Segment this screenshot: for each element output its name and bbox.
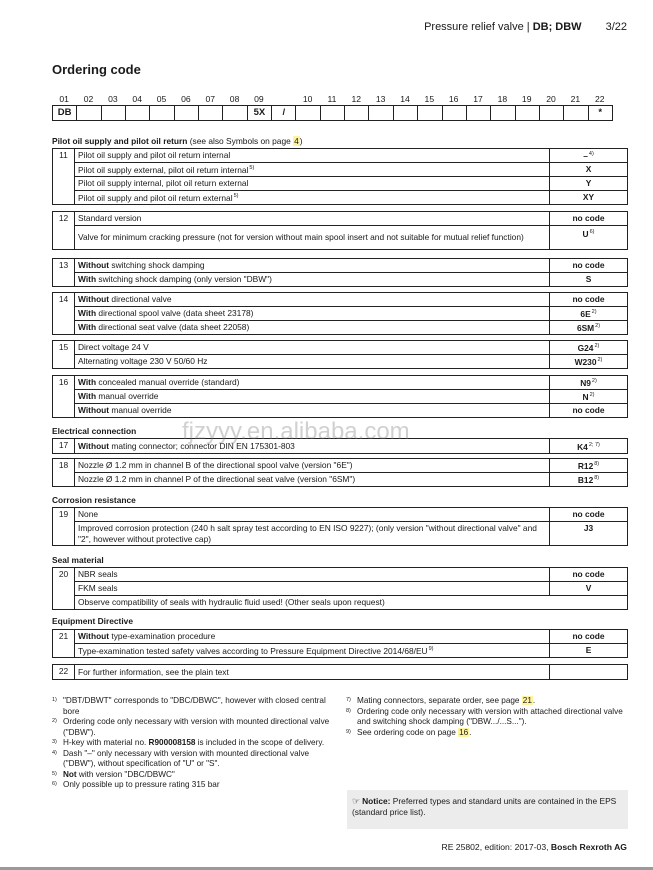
option-code: no code [550,508,628,522]
option-description: Nozzle Ø 1.2 mm in channel B of the directional spool valve (version "6E") [75,459,550,473]
table-row [53,404,628,418]
table-row [53,355,628,369]
position-label: 02 [83,94,94,104]
page-link[interactable]: 4 [294,136,299,146]
position-label: 03 [108,94,118,104]
doc-models: DB; DBW [532,21,582,33]
option-table-14 [52,292,628,335]
position-label: 10 [302,94,313,104]
option-table-16 [52,375,628,418]
table-row [53,149,628,163]
document-footer [441,842,627,852]
position-label: 09 [254,94,264,104]
option-code: no code [550,259,628,273]
footnotes-right [346,696,631,738]
position-label: 18 [497,94,508,104]
code-cell [466,106,490,120]
position-label: 04 [132,94,142,104]
row-number: 16 [53,376,75,418]
option-code: N9$^{2)}$ [550,376,628,390]
option-code [550,665,628,680]
option-code: $U^{6)}$ [550,226,628,250]
option-code: no code [550,630,628,644]
option-description: Nozzle Ø 1.2 mm in channel P of the directional seat valve (version "6SM") [75,473,550,487]
option-code: E [550,644,628,658]
code-cell [393,106,417,120]
code-cell [149,106,173,120]
position-label: 01 [59,94,69,104]
option-description: Type-examination tested safety valves according to Pressure Equipment Directive 2014/68/EU$^{9)}$ [75,644,550,658]
position-label: 20 [546,94,556,104]
position-label: 05 [156,94,167,104]
option-code: S [550,273,628,287]
code-cell: DB [57,107,72,118]
option-description: Pilot oil supply and pilot oil return external$^{5)}$ [75,191,550,205]
table-row [53,644,628,658]
table-row [53,226,628,250]
watermark: fjzyyy.en.alibaba.com [182,418,410,445]
code-cell [344,106,368,120]
row-number: 12 [53,212,75,250]
option-description: Without mating connector; connector DIN EN 175301-803 [75,439,550,454]
section-label-normal: (see also Symbols on page [187,136,294,146]
option-code: J3 [550,522,628,546]
option-code: no code [550,404,628,418]
option-code: R12$^{8)}$ [550,459,628,473]
option-table-12 [52,211,628,250]
row-number: 19 [53,508,75,546]
table-row [53,259,628,273]
row-number: 11 [53,149,75,205]
page-number: 3/22 [605,21,627,33]
option-code: G24$^{2)}$ [550,341,628,355]
code-cell [442,106,466,120]
option-code: W230$^{2)}$ [550,355,628,369]
ordering-code-box [52,105,613,121]
table-row [53,568,628,582]
position-label [271,94,295,104]
doc-title: Pressure relief valve | [424,21,533,33]
footnote: 7) Mating connectors, separate order, see page 21. [346,696,536,705]
footnote: 6) Only possible up to pressure rating 315 bar [52,780,220,789]
row-number: 20 [53,568,75,610]
code-cell-separator: / [271,106,295,120]
option-table-21 [52,629,628,658]
footnote: 2) Ordering code only necessary with version with mounted directional valve ("DBW"). [52,717,330,737]
row-number: 13 [53,259,75,287]
notice-text: Preferred types and standard units are contained in the EPS (standard price list). [352,796,617,817]
footnote: 3) H-key with material no. R900008158 is included in the scope of delivery. [52,738,325,747]
document-header [424,21,627,33]
table-row [53,177,628,191]
option-code: no code [550,212,628,226]
option-description: Without directional valve [75,293,550,307]
option-description: Direct voltage 24 V [75,341,550,355]
table-row [53,321,628,335]
doc-reference: RE 25802, edition: 2017-03, [441,842,551,852]
code-cell [295,106,319,120]
company-name: Bosch Rexroth AG [550,842,627,852]
footnote: 8) Ordering code only necessary with version with attached directional valve and switching shock damping ("DBW.../...S..."). [346,706,623,726]
position-label: 17 [473,94,483,104]
option-description: Alternating voltage 230 V 50/60 Hz [75,355,550,369]
table-row [53,293,628,307]
pointing-hand-icon: ☞ [352,796,361,806]
option-code: $6E^{2)}$ [550,307,628,321]
option-table-20 [52,567,628,610]
code-cell [515,106,539,120]
option-table-15 [52,340,628,369]
section-label-pilot-oil [52,136,303,146]
option-description: With switching shock damping (only version "DBW") [75,273,550,287]
option-description: Pilot oil supply and pilot oil return internal [75,149,550,163]
page-title: Ordering code [52,62,141,77]
option-description: With directional seat valve (data sheet 22058) [75,321,550,335]
position-label: 08 [229,94,240,104]
code-cell [76,106,100,120]
code-cell [320,106,344,120]
option-code: no code [550,293,628,307]
row-number: 14 [53,293,75,335]
position-label: 07 [205,94,216,104]
option-table-11 [52,148,628,205]
table-row [53,163,628,177]
table-row [53,390,628,404]
table-row [53,273,628,287]
code-cell [174,106,198,120]
code-cell [101,106,125,120]
code-cell [539,106,563,120]
option-description: With concealed manual override (standard) [75,376,550,390]
option-note: Observe compatibility of seals with hydraulic fluid used! (Other seals upon request) [75,596,628,610]
code-cell [198,106,222,120]
option-description: Without type-examination procedure [75,630,550,644]
code-cell [222,106,246,120]
section-label-bold: Pilot oil supply and pilot oil return [52,136,188,146]
section-label-electrical: Electrical connection [52,426,137,436]
position-label: 21 [570,94,581,104]
option-description: Without switching shock damping [75,259,550,273]
position-label: 06 [181,94,191,104]
table-row [53,508,628,522]
row-number: 21 [53,630,75,658]
table-row [53,582,628,596]
option-code: –$^{4)}$ [550,149,628,163]
option-code: V [550,582,628,596]
option-code: K4$^{2; 7)}$ [550,439,628,454]
option-description: Standard version [75,212,550,226]
footnote: 9) See ordering code on page 16. [346,727,472,737]
table-row [53,459,628,473]
section-label-equipment: Equipment Directive [52,616,133,626]
position-label: 11 [327,94,337,104]
option-code: $N^{2)}$ [550,390,628,404]
code-cell [368,106,392,120]
option-description: FKM seals [75,582,550,596]
table-row [53,665,628,680]
table-row [53,376,628,390]
option-code: X [550,163,628,177]
footnote: 5) Not with version "DBC/DBWC" [52,769,175,779]
footnotes-left [52,696,337,791]
option-description: Without manual override [75,404,550,418]
table-row [53,630,628,644]
option-description: Improved corrosion protection (240 h salt spray test according to EN ISO 9227); (only version "without directional valve" and "2", however without protective cap) [75,522,550,546]
notice-box [347,790,628,829]
code-position-numbers [52,94,612,104]
notice-label: Notice: [362,796,391,806]
code-cell: * [588,106,612,120]
code-cell [563,106,587,120]
table-row [53,212,628,226]
table-row [53,307,628,321]
option-description: NBR seals [75,568,550,582]
table-row [53,341,628,355]
option-table-18 [52,458,628,487]
row-number: 18 [53,459,75,487]
table-row [53,522,628,546]
position-label: 13 [375,94,386,104]
code-cell [490,106,514,120]
option-description: For further information, see the plain text [75,665,550,680]
option-code: no code [550,568,628,582]
option-description: Valve for minimum cracking pressure (not for version without main spool insert and not suitable for mutual relief function) [75,226,550,250]
position-label: 15 [424,94,435,104]
table-row [53,191,628,205]
option-code: B12$^{8)}$ [550,473,628,487]
option-table-13 [52,258,628,287]
option-description: With manual override [75,390,550,404]
page-link[interactable]: 16 [459,727,469,737]
option-code: 6SM$^{2)}$ [550,321,628,335]
code-cell [125,106,149,120]
option-description: With directional spool valve (data sheet 23178) [75,307,550,321]
section-label-close: ) [299,136,303,146]
position-label: 22 [594,94,605,104]
section-label-seal: Seal material [52,555,104,565]
row-number: 15 [53,341,75,369]
table-row [53,473,628,487]
page-link[interactable]: 21 [522,696,532,705]
footnote: 1) "DBT/DBWT" corresponds to "DBC/DBWC", however with closed central bore [52,696,326,716]
code-cell: 5X [247,106,271,120]
position-label: 19 [521,94,532,104]
option-code: Y [550,177,628,191]
position-label: 14 [400,94,410,104]
row-number: 17 [53,439,75,454]
option-description: Pilot oil supply internal, pilot oil return external [75,177,550,191]
section-label-corrosion: Corrosion resistance [52,495,136,505]
table-row [53,596,628,610]
option-description: None [75,508,550,522]
option-table-22 [52,664,628,680]
option-table-19 [52,507,628,546]
row-number: 22 [53,665,75,680]
footnote: 4) Dash "–" only necessary with version with mounted directional valve ("DBW"), without specification of "U" or "S". [52,748,310,768]
code-cell [417,106,441,120]
option-code: XY [550,191,628,205]
position-label: 12 [351,94,362,104]
position-label: 16 [448,94,459,104]
option-description: Pilot oil supply external, pilot oil return internal$^{5)}$ [75,163,550,177]
